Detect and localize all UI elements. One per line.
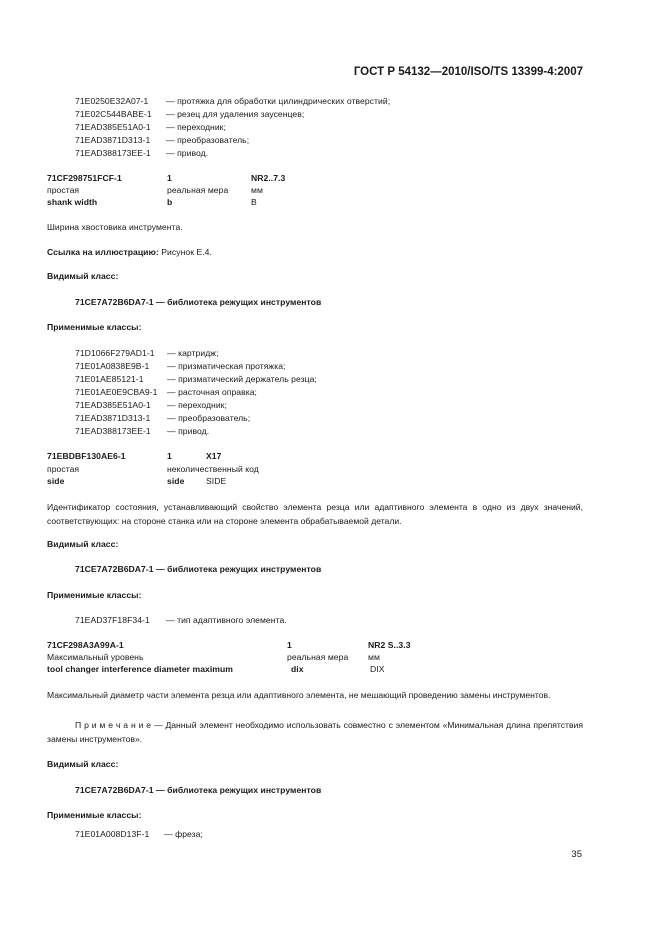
list-item-text: — привод. <box>166 148 209 158</box>
list-item-code: 71E01A0838E9B-1 <box>75 361 150 371</box>
property-unit-kind: реальная мера <box>287 652 349 662</box>
visible-class-label: Видимый класс: <box>47 539 119 549</box>
page-number: 35 <box>571 849 582 860</box>
property-version: 1 <box>167 173 172 183</box>
property-version: 1 <box>287 640 292 650</box>
visible-class-label: Видимый класс: <box>47 759 119 769</box>
property-format: X17 <box>206 451 222 461</box>
list-item-code: 71EAD388173EE-1 <box>75 426 151 436</box>
illustration-reference <box>47 247 212 257</box>
list-item-code: 71D1066F279AD1-1 <box>75 348 155 358</box>
note-text: — Данный элемент необходимо использовать совместно с элементом «Минимальная длина препятствия замены инструментов». <box>47 720 584 744</box>
property-letter: DIX <box>370 664 385 674</box>
property-unit-kind: неколичественный код <box>167 464 259 474</box>
list-item-text: — привод. <box>167 426 210 436</box>
property-name-en: shank width <box>47 197 98 207</box>
list-item-code: 71EAD388173EE-1 <box>75 148 151 158</box>
property-symbol: b <box>167 197 173 207</box>
list-item-code: 71EAD385E51A0-1 <box>75 400 151 410</box>
property-definition: Ширина хвостовика инструмента. <box>47 222 183 232</box>
list-item-text: — переходник; <box>167 400 227 410</box>
property-name-en: tool changer interference diameter maximum <box>47 664 233 674</box>
property-unit: мм <box>368 652 380 662</box>
list-item-code: 71EAD385E51A0-1 <box>75 122 151 132</box>
property-letter: SIDE <box>206 476 227 486</box>
property-type: простая <box>47 464 80 474</box>
list-item-text: — фреза; <box>164 829 203 839</box>
list-item-code: 71E01A008D13F-1 <box>75 829 150 839</box>
property-id: 71EBDBF130AE6-1 <box>47 451 126 461</box>
list-item-text: — призматическая протяжка; <box>167 361 286 371</box>
property-definition: Идентификатор состояния, устанавливающий свойство элемента резца или адаптивного элемента в одно из двух значений, соответствующих: на стороне станка или на стороне элемента обрабатываемой детали. <box>47 502 583 526</box>
property-letter: B <box>251 197 257 207</box>
list-item-code: 71EAD37F18F34-1 <box>75 615 150 625</box>
list-item-text: — резец для удаления заусенцев; <box>166 109 305 119</box>
property-unit: мм <box>251 185 263 195</box>
list-item-text: — тип адаптивного элемента. <box>166 615 287 625</box>
property-name-en: side <box>47 476 65 486</box>
list-item-text: — преобразователь; <box>166 135 250 145</box>
property-format: NR2 S..3.3 <box>368 640 411 650</box>
property-id: 71CF298751FCF-1 <box>47 173 122 183</box>
list-item-code: 71E02C544BABE-1 <box>75 109 152 119</box>
property-unit-kind: реальная мера <box>167 185 229 195</box>
property-symbol: side <box>167 476 185 486</box>
list-item-text: — преобразователь; <box>167 413 251 423</box>
property-version: 1 <box>167 451 172 461</box>
list-item-text: — расточная оправка; <box>167 387 257 397</box>
visible-class-label: Видимый класс: <box>47 271 119 281</box>
list-item-code: 71E01AE85121-1 <box>75 374 144 384</box>
reference-label: Ссылка на иллюстрацию: <box>47 247 159 257</box>
standard-header: ГОСТ Р 54132—2010/ISO/TS 13399-4:2007 <box>353 66 583 78</box>
property-format: NR2..7.3 <box>251 173 286 183</box>
visible-class: 71CE7A72B6DA7-1 — библиотека режущих инструментов <box>75 297 322 307</box>
list-item-code: 71E01AE0E9CBA9-1 <box>75 387 158 397</box>
visible-class: 71CE7A72B6DA7-1 — библиотека режущих инструментов <box>75 785 322 795</box>
visible-class: 71CE7A72B6DA7-1 — библиотека режущих инструментов <box>75 564 322 574</box>
property-symbol: dix <box>291 664 304 674</box>
list-item-text: — картридж; <box>167 348 219 358</box>
list-item-text: — протяжка для обработки цилиндрических отверстий; <box>166 96 391 106</box>
note-label: П р и м е ч а н и е <box>75 720 152 730</box>
property-id: 71CF298A3A99A-1 <box>47 640 124 650</box>
list-item-text: — призматический держатель резца; <box>167 374 317 384</box>
reference-value: Рисунок Е.4. <box>161 247 212 257</box>
list-item-code: 71EAD3871D313-1 <box>75 413 151 423</box>
list-item-code: 71EAD3871D313-1 <box>75 135 151 145</box>
applicable-classes-label: Применимые классы: <box>47 322 142 332</box>
list-item-text: — переходник; <box>166 122 226 132</box>
applicable-classes-label: Применимые классы: <box>47 810 142 820</box>
property-note <box>47 719 583 746</box>
list-item-code: 71E0250E32A07-1 <box>75 96 149 106</box>
property-type: простая <box>47 185 80 195</box>
property-type: Максимальный уровень <box>47 652 144 662</box>
property-definition: Максимальный диаметр части элемента резца или адаптивного элемента, не мешающий проведению замены инструментов. <box>47 690 551 700</box>
applicable-classes-label: Применимые классы: <box>47 590 142 600</box>
